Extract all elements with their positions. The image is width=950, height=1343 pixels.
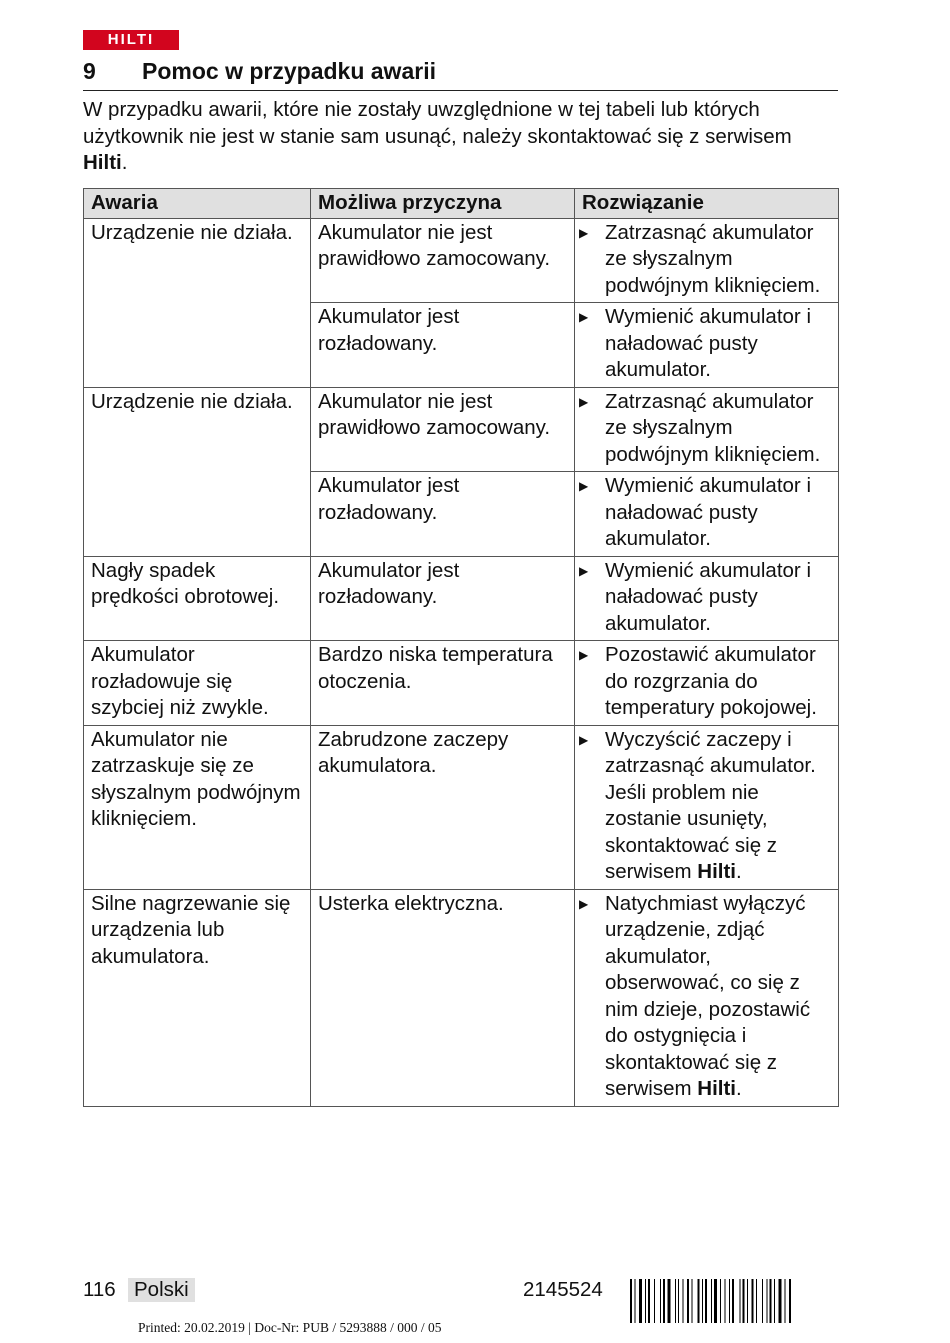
- brand-name: Hilti: [83, 151, 122, 174]
- solution-cell: ▶ Pozostawić akumulator do rozgrzania do temperatury pokojowej.: [575, 641, 839, 726]
- cause-cell: Usterka elektryczna.: [311, 889, 575, 1106]
- language-label: Polski: [128, 1278, 195, 1302]
- bullet-triangle-icon: ▶: [579, 225, 589, 240]
- brand-name: Hilti: [697, 1077, 736, 1100]
- solution-cell: ▶ Wymienić akumulator i naładować pusty akumulator.: [575, 472, 839, 557]
- bullet-triangle-icon: ▶: [579, 310, 589, 324]
- cause-cell: Bardzo niska temperatura otoczenia.: [311, 641, 575, 726]
- fault-cell: Urządzenie nie działa.: [84, 218, 311, 387]
- cause-cell: Akumulator jest rozładowany.: [311, 472, 575, 557]
- hilti-logo: HILTI: [83, 30, 179, 50]
- brand-name: Hilti: [697, 860, 736, 883]
- cause-cell: Akumulator nie jest prawidłowo zamocowany.: [311, 387, 575, 472]
- fault-cell: Urządzenie nie działa.: [84, 387, 311, 556]
- bullet-triangle-icon: ▶: [579, 732, 589, 747]
- print-info: Printed: 20.02.2019 | Doc-Nr: PUB / 5293888 / 000 / 05: [138, 1320, 442, 1335]
- table-row: [84, 556, 839, 641]
- intro-paragraph: W przypadku awarii, które nie zostały uwzględnione w tej tabeli lub których użytkownik nie jest w stanie sam usunąć, należy skontaktować się z serwisem Hilti.: [83, 98, 792, 174]
- cause-cell: Akumulator jest rozładowany.: [311, 303, 575, 388]
- solution-cell: ▶ Wymienić akumulator i naładować pusty akumulator.: [575, 303, 839, 388]
- table-row: [84, 387, 839, 472]
- fault-cell: Akumulator rozładowuje się szybciej niż zwykle.: [84, 641, 311, 726]
- solution-cell: ▶ Wymienić akumulator i naładować pusty akumulator.: [575, 556, 839, 641]
- header-cause: Możliwa przyczyna: [311, 189, 575, 219]
- fault-cell: Akumulator nie zatrzaskuje się ze słyszalnym podwójnym kliknięciem.: [84, 725, 311, 889]
- section-number: 9: [83, 58, 96, 84]
- bullet-triangle-icon: ▶: [579, 563, 589, 578]
- bullet-triangle-icon: ▶: [579, 394, 589, 409]
- troubleshooting-table: [83, 188, 839, 1107]
- bullet-triangle-icon: ▶: [579, 896, 589, 911]
- table-row: [84, 889, 839, 1106]
- section-heading: [83, 58, 838, 91]
- section-title: Pomoc w przypadku awarii: [142, 58, 436, 84]
- table-row: [84, 725, 839, 889]
- bullet-triangle-icon: ▶: [579, 479, 589, 493]
- table-header-row: [84, 189, 839, 219]
- table-row: [84, 218, 839, 303]
- solution-cell: ▶ Zatrzasnąć akumulator ze słyszalnym podwójnym kliknięciem.: [575, 218, 839, 303]
- page-number: 116: [83, 1278, 116, 1301]
- cause-cell: Zabrudzone zaczepy akumulatora.: [311, 725, 575, 889]
- table-row: [84, 641, 839, 726]
- solution-cell: ▶ Zatrzasnąć akumulator ze słyszalnym podwójnym kliknięciem.: [575, 387, 839, 472]
- header-solution: Rozwiązanie: [575, 189, 839, 219]
- barcode-graphic: [630, 1279, 837, 1323]
- bullet-triangle-icon: ▶: [579, 648, 589, 662]
- header-fault: Awaria: [84, 189, 311, 219]
- fault-cell: Nagły spadek prędkości obrotowej.: [84, 556, 311, 641]
- document-code: 2145524: [523, 1278, 603, 1301]
- solution-cell: ▶ Natychmiast wyłączyć urządzenie, zdjąć akumulator, obserwować, co się z nim dzieje, pozostawić do ostygnięcia i skontaktować się z serwisem Hilti.: [575, 889, 839, 1106]
- cause-cell: Akumulator jest rozładowany.: [311, 556, 575, 641]
- cause-cell: Akumulator nie jest prawidłowo zamocowany.: [311, 218, 575, 303]
- fault-cell: Silne nagrzewanie się urządzenia lub akumulatora.: [84, 889, 311, 1106]
- solution-cell: ▶ Wyczyścić zaczepy i zatrzasnąć akumulator. Jeśli problem nie zostanie usunięty, skontaktować się z serwisem Hilti.: [575, 725, 839, 889]
